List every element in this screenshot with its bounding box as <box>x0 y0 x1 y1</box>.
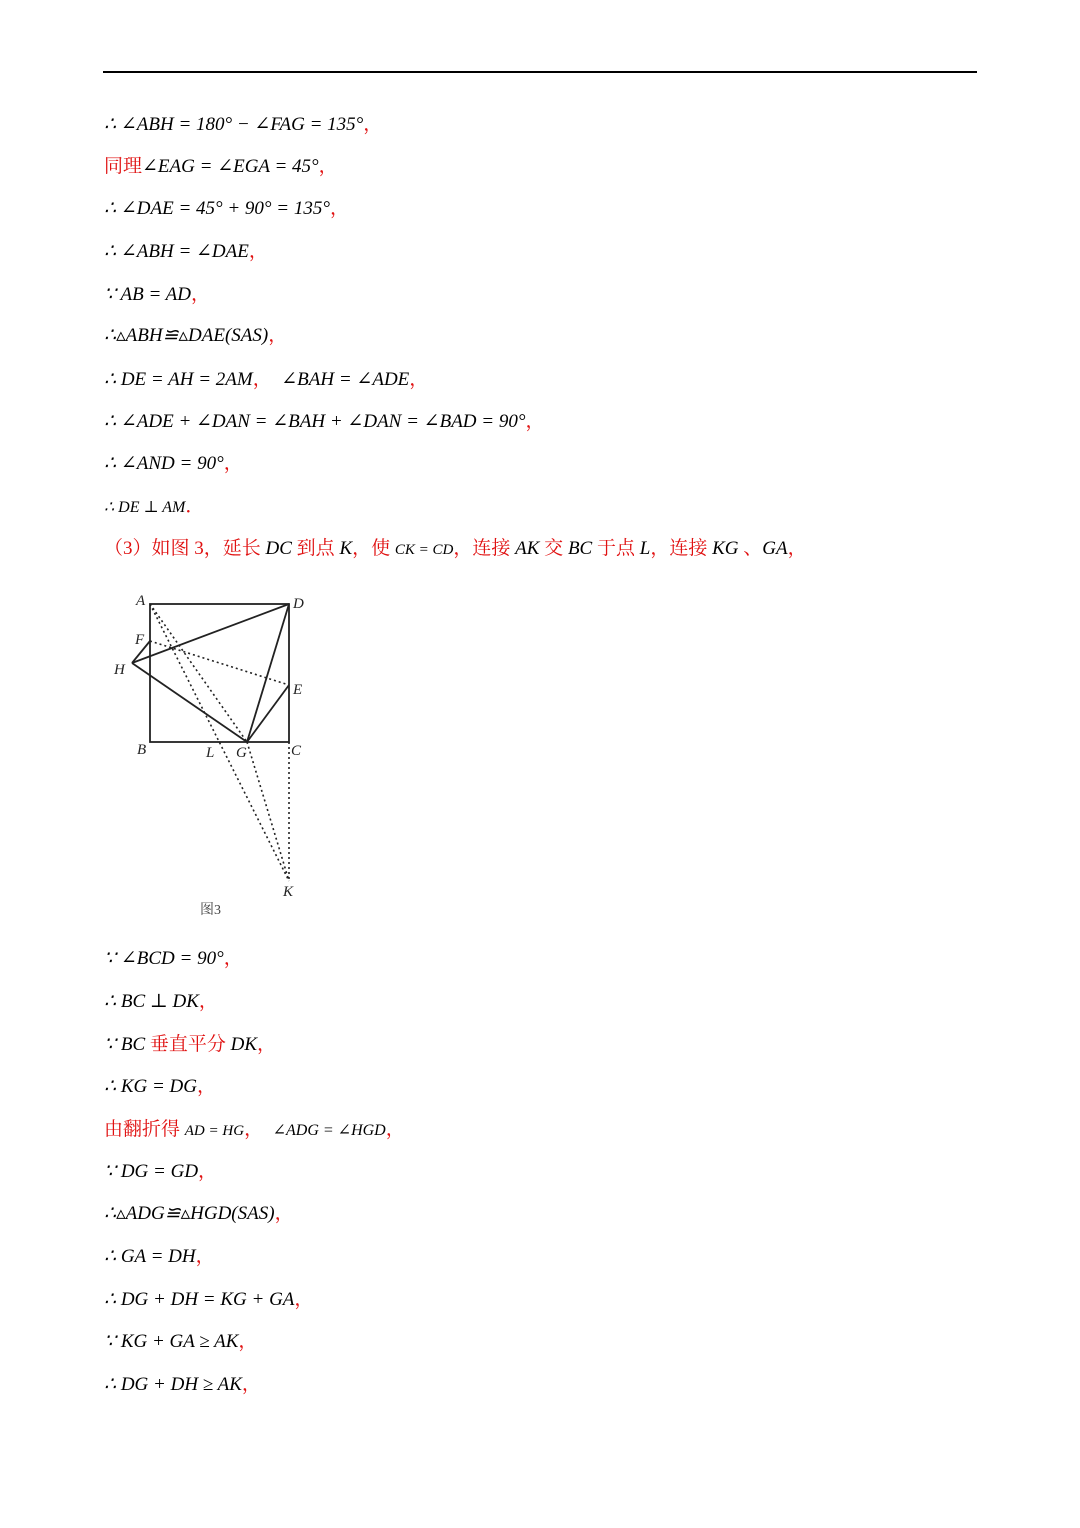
proof-line-5 <box>104 283 210 307</box>
proof-line-22 <box>104 1373 261 1397</box>
text-segment: ，连接 <box>453 538 516 559</box>
proof-line-4 <box>104 240 268 264</box>
part-3-intro <box>104 537 807 562</box>
label-c: C <box>291 743 302 759</box>
label-f: F <box>135 632 145 648</box>
math-expression: ∴ DG + DH ≥ AK <box>104 1374 242 1395</box>
proof-line-6 <box>104 324 287 348</box>
punctuation: ， <box>248 241 268 262</box>
math-expression: ∴ GA = DH <box>104 1246 196 1267</box>
math-expression-2: DK <box>230 1034 258 1055</box>
label-l: L <box>206 745 215 761</box>
math-expression: ∴ ∠AND = 90° <box>104 453 224 474</box>
label-g: G <box>236 745 247 761</box>
math-segment: AK <box>515 538 540 559</box>
punctuation-2: ， <box>409 369 429 390</box>
proof-line-9 <box>104 452 243 476</box>
punctuation: ， <box>329 198 349 219</box>
math-expression: ∴ DG + DH = KG + GA <box>104 1289 295 1310</box>
label-e: E <box>293 682 303 698</box>
punctuation: ， <box>257 1034 277 1055</box>
proof-line-19 <box>104 1245 215 1269</box>
math-expression: ∴ ∠ABH = 180° − ∠FAG = 135° <box>104 114 364 135</box>
math-segment: L <box>639 538 651 559</box>
math-segment: CK = CD <box>394 542 454 558</box>
text-segment: （3）如图 3，延长 <box>104 538 266 559</box>
text-segment: ， <box>787 538 807 559</box>
proof-line-15 <box>104 1075 216 1099</box>
math-expression: ∴ DE ⊥ AM <box>104 499 186 516</box>
math-expression: ∠EAG = ∠EGA = 45° <box>142 156 319 177</box>
punctuation: ， <box>525 411 545 432</box>
punctuation: ， <box>198 1161 218 1182</box>
punctuation: ， <box>318 156 338 177</box>
text-segment: ，连接 <box>650 538 713 559</box>
text-segment: 、 <box>738 538 763 559</box>
math-expression: ∴ BC ⊥ DK <box>104 991 199 1012</box>
annotation-text: 同理 <box>104 156 143 177</box>
proof-line-18 <box>104 1202 294 1226</box>
text-segment: ，使 <box>352 538 395 559</box>
math-expression: ∴ ∠ADE + ∠DAN = ∠BAH + ∠DAN = ∠BAD = 90° <box>104 411 526 432</box>
annotation-text: 垂直平分 <box>145 1034 231 1055</box>
dotted-fe <box>150 641 289 685</box>
math-expression: ∴ ∠DAE = 45° + 90° = 135° <box>104 198 330 219</box>
proof-line-10 <box>104 495 204 520</box>
punctuation: ， <box>294 1289 314 1310</box>
proof-line-17 <box>104 1160 217 1184</box>
punctuation: ， <box>363 114 383 135</box>
punctuation: ， <box>195 1246 215 1267</box>
proof-line-1 <box>104 113 382 137</box>
text-segment: 到点 <box>291 538 340 559</box>
label-b: B <box>137 742 147 758</box>
punctuation: ， <box>198 991 218 1012</box>
proof-line-21 <box>104 1330 257 1354</box>
math-segment: KG <box>712 538 739 559</box>
label-a: A <box>136 593 146 609</box>
punctuation: ， <box>197 1076 217 1097</box>
proof-line-7 <box>104 368 428 392</box>
math-segment: DC <box>265 538 292 559</box>
math-expression: AD = HG <box>184 1123 245 1139</box>
math-segment: GA <box>762 538 788 559</box>
math-expression: ∴▵ABH≌▵DAE(SAS) <box>104 325 269 346</box>
label-d: D <box>293 596 304 612</box>
text-segment: 交 <box>539 538 568 559</box>
annotation-text: 由翻折得 <box>104 1119 185 1140</box>
punctuation: ， <box>274 1203 294 1224</box>
punctuation-2: ， <box>385 1119 405 1140</box>
math-expression-2: ∠BAH = ∠ADE <box>281 369 410 390</box>
punctuation: ． <box>185 496 205 517</box>
proof-line-20 <box>104 1288 313 1312</box>
math-expression: ∴ ∠ABH = ∠DAE <box>104 241 249 262</box>
math-segment: BC <box>567 538 593 559</box>
label-h: H <box>114 662 125 678</box>
proof-line-12 <box>104 947 243 971</box>
label-k: K <box>283 884 294 900</box>
punctuation: ， <box>268 325 288 346</box>
proof-line-14 <box>104 1033 276 1057</box>
text-segment: 于点 <box>592 538 640 559</box>
proof-line-13 <box>104 990 218 1014</box>
punctuation: ， <box>223 453 243 474</box>
math-expression: ∵ DG = GD <box>104 1161 199 1182</box>
segment-dg <box>247 604 289 742</box>
math-expression: ∵ BC <box>104 1034 146 1055</box>
math-expression-2: ∠ADG = ∠HGD <box>272 1122 386 1139</box>
figure-3 <box>105 585 325 925</box>
math-expression: ∵ AB = AD <box>104 284 192 305</box>
punctuation: ， <box>223 948 243 969</box>
math-expression: ∵ ∠BCD = 90° <box>104 948 224 969</box>
punctuation: ， <box>241 1374 261 1395</box>
proof-line-3 <box>104 197 349 221</box>
punctuation: ， <box>238 1331 258 1352</box>
math-segment: K <box>339 538 353 559</box>
proof-line-8 <box>104 410 544 434</box>
punctuation: ， <box>244 1119 264 1140</box>
proof-line-2 <box>104 155 338 179</box>
figure-caption: 图3 <box>200 903 221 918</box>
math-expression: ∴▵ADG≌▵HGD(SAS) <box>104 1203 275 1224</box>
math-expression: ∵ KG + GA ≥ AK <box>104 1331 239 1352</box>
segment-ge <box>247 685 289 742</box>
header-rule <box>103 71 977 73</box>
punctuation: ， <box>191 284 211 305</box>
proof-line-16 <box>104 1118 405 1143</box>
punctuation: ， <box>252 369 272 390</box>
math-expression: ∴ DE = AH = 2AM <box>104 369 253 390</box>
math-expression: ∴ KG = DG <box>104 1076 197 1097</box>
